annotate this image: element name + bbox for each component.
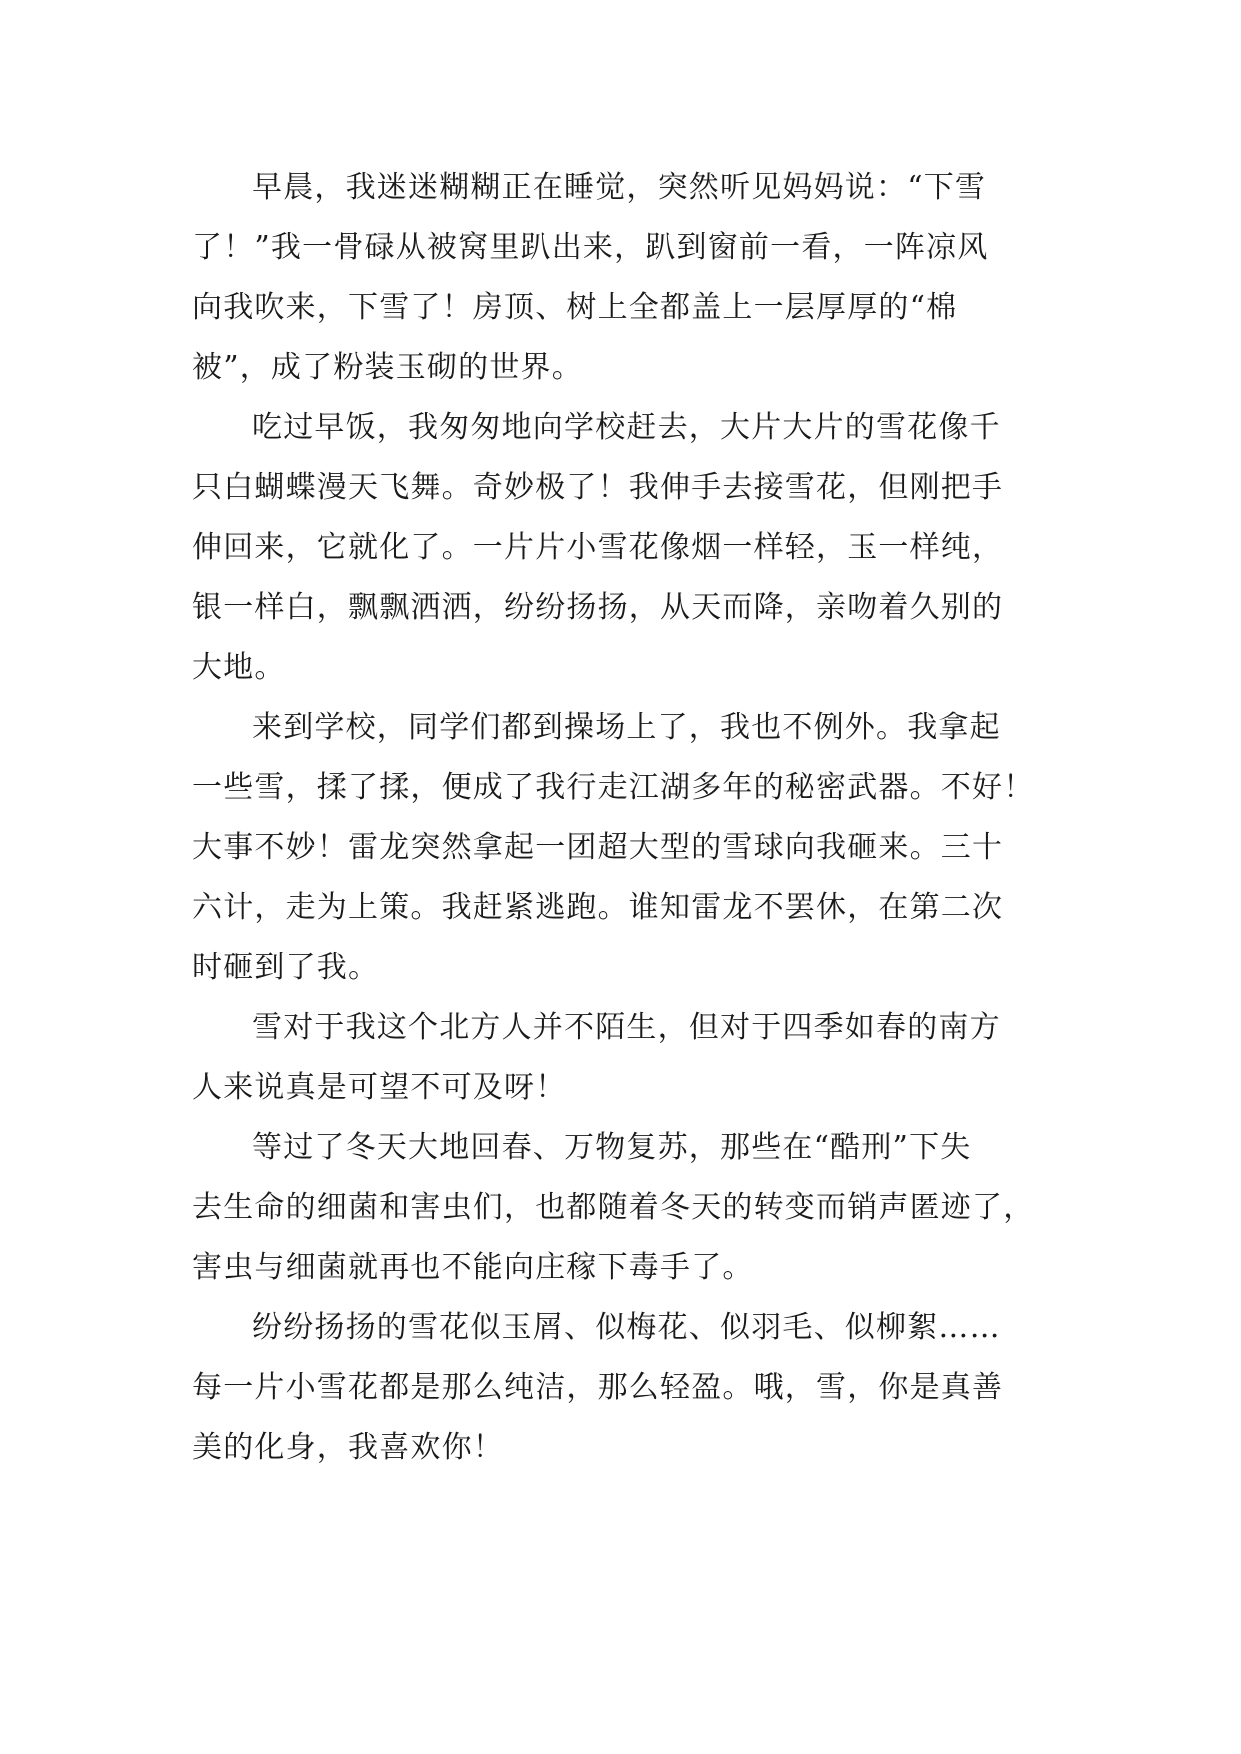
text-line: 被”，成了粉装玉砌的世界。 — [192, 350, 583, 385]
text-line: 来到学校，同学们都到操场上了，我也不例外。我拿起 — [252, 710, 1001, 745]
text-line: 六计，走为上策。我赶紧逃跑。谁知雷龙不罢休，在第二次 — [192, 890, 1004, 925]
text-line: 去生命的细菌和害虫们，也都随着冬天的转变而销声匿迹了， — [192, 1190, 1035, 1225]
text-line: 大地。 — [192, 650, 286, 685]
text-line: 向我吹来，下雪了！房顶、树上全都盖上一层厚厚的“棉 — [192, 290, 958, 325]
text-line: 雪对于我这个北方人并不陌生，但对于四季如春的南方 — [252, 1010, 1001, 1045]
text-line: 人来说真是可望不可及呀！ — [192, 1070, 567, 1105]
text-line: 害虫与细菌就再也不能向庄稼下毒手了。 — [192, 1250, 754, 1285]
text-line: 一些雪，揉了揉，便成了我行走江湖多年的秘密武器。不好！ — [192, 770, 1035, 805]
text-line: 早晨，我迷迷糊糊正在睡觉，突然听见妈妈说：“下雪 — [252, 170, 987, 205]
text-line: 银一样白，飘飘洒洒，纷纷扬扬，从天而降，亲吻着久别的 — [192, 590, 1004, 625]
text-line: 每一片小雪花都是那么纯洁，那么轻盈。哦，雪，你是真善 — [192, 1370, 1004, 1405]
text-line: 美的化身，我喜欢你！ — [192, 1430, 504, 1465]
text-line: 伸回来，它就化了。一片片小雪花像烟一样轻，玉一样纯， — [192, 530, 1004, 565]
text-line: 大事不妙！雷龙突然拿起一团超大型的雪球向我砸来。三十 — [192, 830, 1004, 865]
text-line: 吃过早饭，我匆匆地向学校赶去，大片大片的雪花像千 — [252, 410, 1001, 445]
text-line: 纷纷扬扬的雪花似玉屑、似梅花、似羽毛、似柳絮…… — [252, 1310, 1001, 1345]
text-line: 只白蝴蝶漫天飞舞。奇妙极了！我伸手去接雪花，但刚把手 — [192, 470, 1004, 505]
text-line: 时砸到了我。 — [192, 950, 380, 985]
text-line: 了！”我一骨碌从被窝里趴出来，趴到窗前一看，一阵凉风 — [192, 230, 989, 265]
text-line: 等过了冬天大地回春、万物复苏，那些在“酷刑”下失 — [252, 1130, 972, 1165]
